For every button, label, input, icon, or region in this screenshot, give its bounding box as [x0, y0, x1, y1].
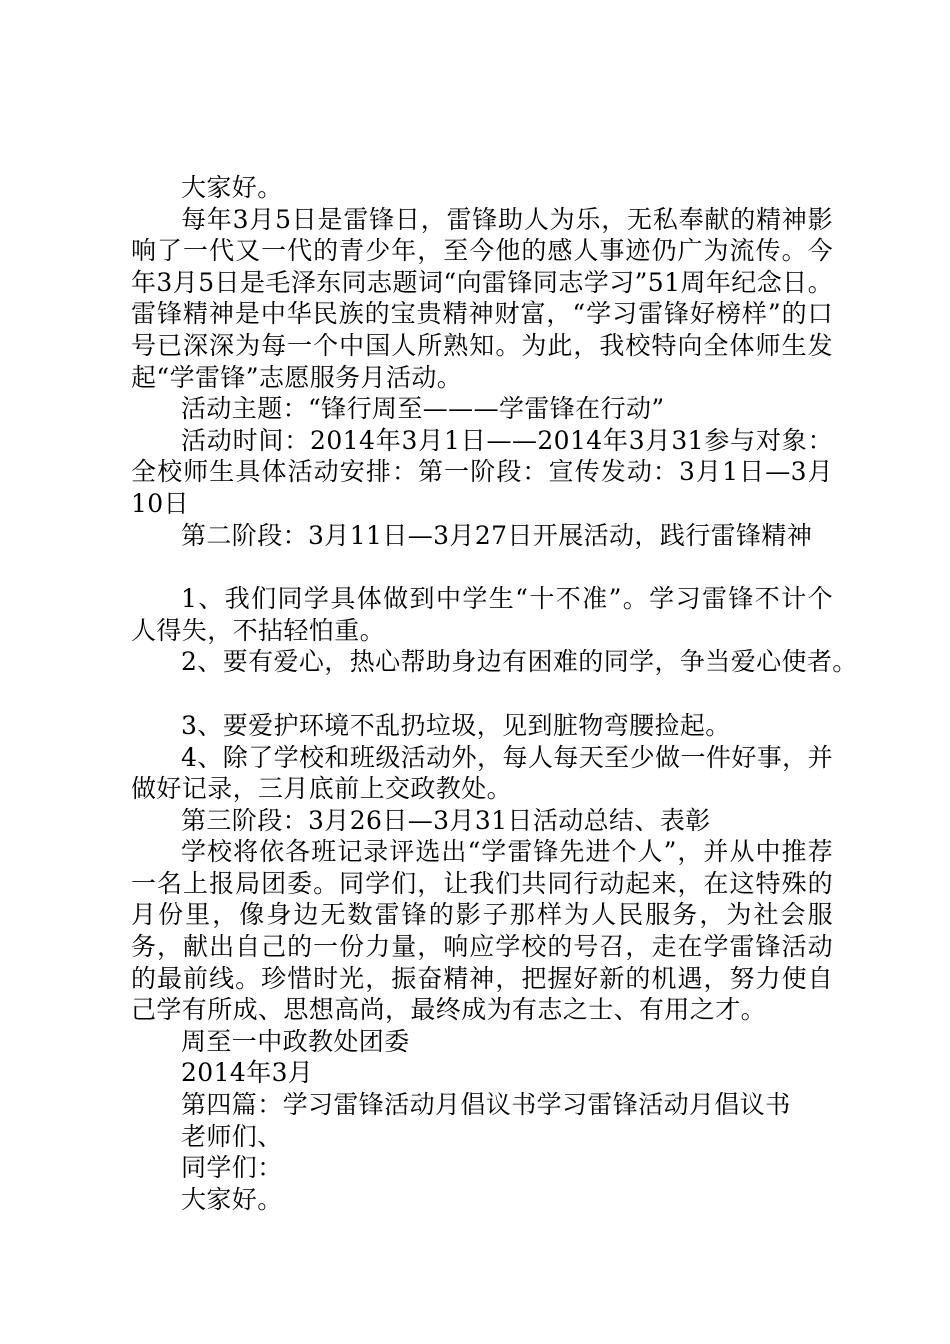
signature-date: 2014年3月	[181, 1058, 314, 1088]
activity-theme: 活动主题：“锋行周至———学雷锋在行动”	[181, 394, 665, 424]
salutation-students: 同学们：	[181, 1153, 283, 1183]
greeting: 大家好。	[181, 173, 283, 202]
item-three: 3、要爱护环境不乱扔垃圾，见到脏物弯腰捡起。	[181, 710, 731, 740]
salutation-teachers: 老师们、	[181, 1121, 283, 1151]
signature-organization: 周至一中政教处团委	[181, 1026, 410, 1056]
section-heading: 第四篇：学习雷锋活动月倡议书学习雷锋活动月倡议书	[181, 1090, 791, 1120]
item-one: 1、我们同学具体做到中学生“十不准”。学习雷锋不计个人得失，不拈轻怕重。	[131, 584, 833, 645]
item-two: 2、要有爱心，热心帮助身边有困难的同学，争当爱心使者。	[181, 647, 858, 677]
phase-two: 第二阶段：3月11日—3月27日开展活动，践行雷锋精神	[181, 520, 813, 550]
activity-time: 活动时间：2014年3月1日——2014年3月31参与对象：全校师生具体活动安排：第一阶段：宣传发动：3月1日—3月10日	[131, 425, 833, 518]
document-body	[131, 172, 858, 1215]
intro-paragraph: 每年3月5日是雷锋日，雷锋助人为乐，无私奉献的精神影响了一代又一代的青少年，至今他的感人事迹仍广为流传。今年3月5日是毛泽东同志题词“向雷锋同志学习”51周年纪念日。雷锋精神是中华民族的宝贵精神财富，“学习雷锋好榜样”的口号已深深为每一个中国人所熟知。为此，我校特向全体师生发起“学雷锋”志愿服务月活动。	[131, 204, 833, 392]
greeting-closing: 大家好。	[181, 1184, 283, 1214]
phase-three: 第三阶段：3月26日—3月31日活动总结、表彰	[181, 805, 711, 835]
closing-paragraph: 学校将依各班记录评选出“学雷锋先进个人”，并从中推荐一名上报局团委。同学们，让我们共同行动起来，在这特殊的月份里，像身边无数雷锋的影子那样为人民服务，为社会服务，献出自己的一份力量，响应学校的号召，走在学雷锋活动的最前线。珍惜时光，振奋精神，把握好新的机遇，努力使自己学有所成、思想高尚，最终成为有志之士、有用之才。	[131, 837, 833, 1025]
item-four: 4、除了学校和班级活动外，每人每天至少做一件好事，并做好记录，三月底前上交政教处。	[131, 742, 833, 804]
